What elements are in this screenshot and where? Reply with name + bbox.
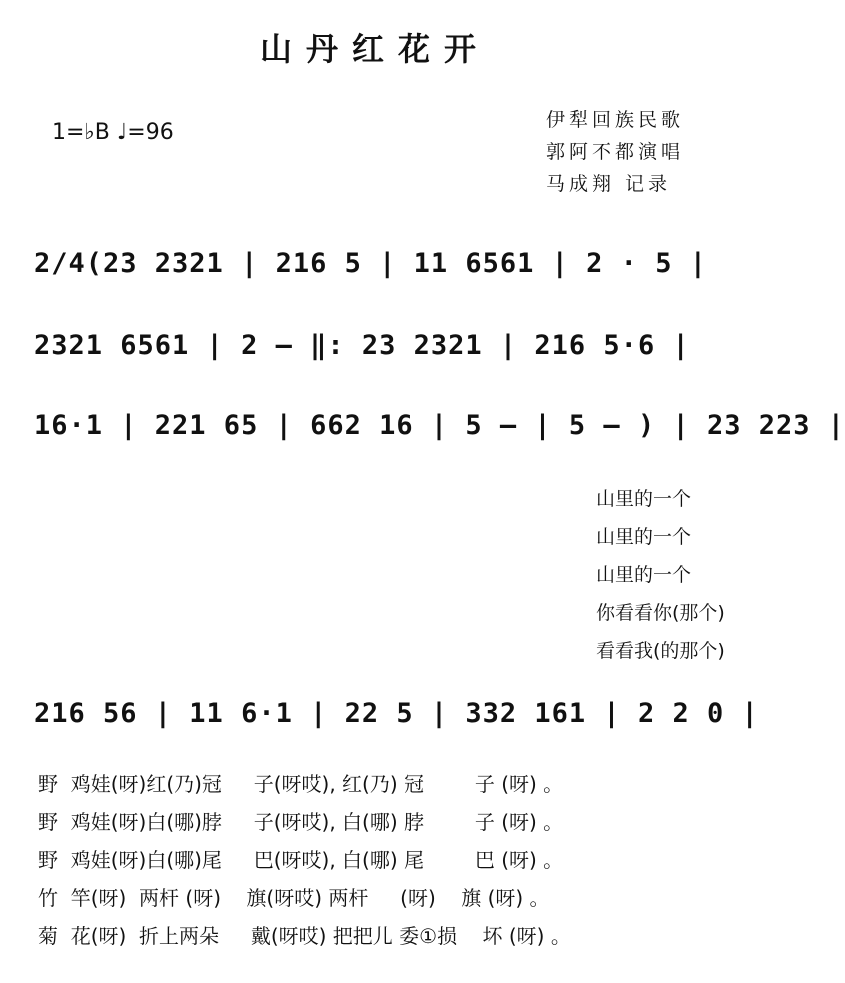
credit-line: 马成翔 记录 [546, 173, 672, 195]
lyrics: 野 鸡娃(呀)红(乃)冠 子(呀哎), 红(乃) 冠 子 (呀) 。 野 鸡娃(呀)白(哪)脖 子(呀哎), 白(哪) 脖 子 (呀) 。 野 鸡娃(呀)白(哪)尾 巴(呀哎), 白(哪) 尾 巴 (呀) 。 竹 竿(呀) 两杆 (呀) 旗(呀哎) 两杆 (呀) 旗 (呀) 。 菊 花(呀) 折上两朵 戴(呀哎) 把把儿 委①损 坏 (呀) 。 [38, 772, 571, 948]
notation-line: 2/4(23 2321 | 216 5 | 11 6561 | 2 · 5 | [34, 248, 707, 279]
lyric-prefix: 山里的一个 山里的一个 山里的一个 你看看你(那个) 看看我(的那个) [596, 488, 725, 662]
credit-line: 郭阿不都演唱 [546, 141, 685, 163]
key-signature: 1=♭B ♩=96 [52, 120, 174, 145]
credit-line: 伊犁回族民歌 [546, 109, 685, 131]
credits [546, 104, 684, 200]
notation-line: 16·1 | 221 65 | 662 16 | 5 — | 5 — ) | 23 223 | [34, 410, 845, 441]
notation-line: 2321 6561 | 2 — ‖: 23 2321 | 216 5·6 | [34, 330, 690, 361]
song-title: 山丹红花开 [259, 30, 490, 68]
notation-line: 216 56 | 11 6·1 | 22 5 | 332 161 | 2 2 0 | [34, 698, 759, 729]
